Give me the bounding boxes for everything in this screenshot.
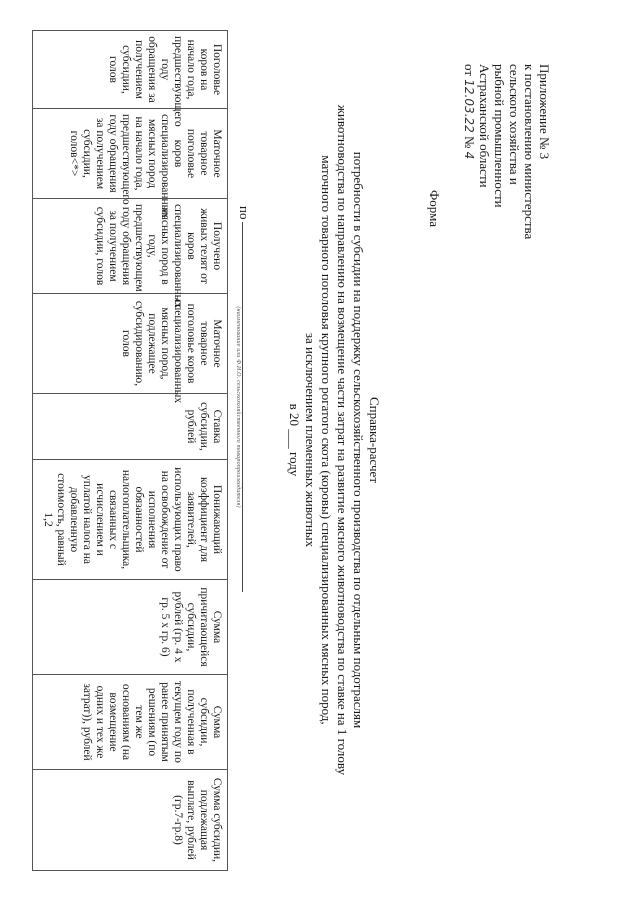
organization-underline (242, 222, 255, 592)
header-line: к постановлению министерства (522, 64, 537, 240)
title-line: потребности в субсидии на поддержку сельскохозяйственного производства по отдельным подотраслям (351, 151, 366, 729)
table-header-row (33, 31, 228, 871)
table-header-cell: Сумма субсидии, подлежащая выплате, рублей (гр.7-гр.8) (33, 770, 228, 871)
handwritten-date: 12.03.22 (462, 79, 476, 133)
calculation-table (32, 30, 228, 871)
table-header-cell: Ставка субсидии, рублей (33, 394, 228, 460)
title-heading: Справка-расчет (367, 396, 382, 484)
organization-caption: (наименование или Ф.И.О. сельскохозяйственного товаропроизводителя) (235, 306, 241, 508)
title-line: животноводства по направлению на возмещение части затрат на развитие мясного животноводства по ставке на 1 голову (335, 104, 350, 776)
header-line: Приложение № 3 (537, 64, 552, 160)
document-title (286, 40, 382, 840)
form-label: Форма (427, 190, 442, 227)
header-line: сельского хозяйства и (507, 64, 522, 185)
header-line: Астраханской области (477, 64, 492, 188)
organization-prefix: по (237, 206, 252, 220)
number-prefix: № (462, 135, 477, 149)
date-prefix: от (462, 64, 477, 77)
appendix-header (461, 64, 552, 264)
table-header-cell: Сумма субсидии, полученная в текущем году по ранее принятым решениям (по тем же основаниям (на возмещение одних и тех же затрат)), рублей (33, 675, 228, 770)
header-date-line (461, 64, 477, 264)
table-header-cell: Получено живых телят от коров специализированных мясных пород в году, предшествующем году обращения за получением субсидии, голов (33, 199, 228, 294)
table-header-cell: Поголовье коров на начало года, предшествующего году обращения за получением субсидии, голов (33, 31, 228, 109)
header-line: рыбной промышленности (492, 64, 507, 208)
table-header-cell: Маточное товарное поголовье коров специализированных мясных пород, подлежащее субсидированию, голов (33, 294, 228, 394)
handwritten-number: 4 (462, 151, 476, 160)
title-line: маточного товарного поголовья крупного рогатого скота (коровы) специализированных мясных пород, (319, 155, 334, 725)
table-header-cell: Маточное товарное поголовье коров специализированных мясных пород на начало года, предшествующего году обращения за получением субсидии, голов<*> (33, 109, 228, 199)
table-header-cell: Сумма причитающейся субсидии, рублей (гр. 4 x гр. 5 x гр. 6) (33, 580, 228, 675)
table-header-cell: Понижающий коэффициент для заявителей, использующих право на освобождение от исполнения обязанностей налогоплательщика, связанных с исчислением и уплатой налога на добавленную стоимость, равный 1,2 (33, 460, 228, 580)
title-line: в 20 ___ году (287, 403, 302, 477)
title-line: за исключением племенных животных (303, 332, 318, 548)
